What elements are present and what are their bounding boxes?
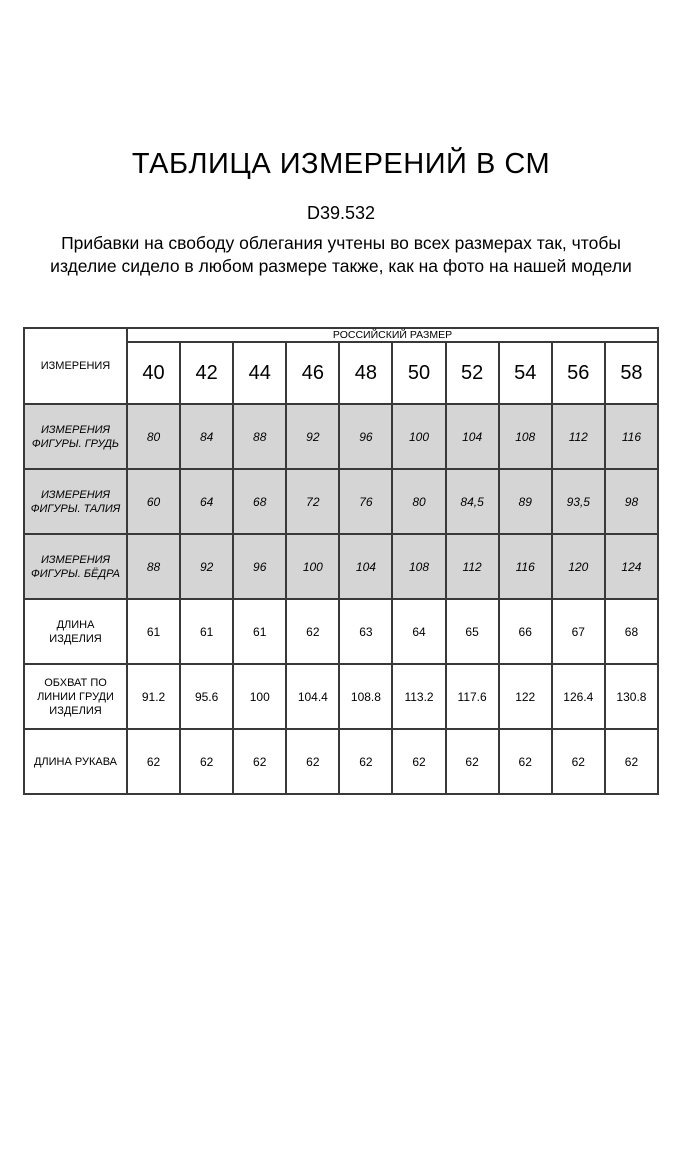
value-cell: 92 [180,534,233,599]
size-column-header: 56 [552,342,605,404]
table-row [24,534,658,599]
value-cell: 67 [552,599,605,664]
value-cell: 80 [127,404,180,469]
row-label: ОБХВАТ ПО ЛИНИИ ГРУДИ ИЗДЕЛИЯ [24,664,127,729]
value-cell: 61 [180,599,233,664]
value-cell: 96 [233,534,286,599]
row-label: ИЗМЕРЕНИЯ ФИГУРЫ. БЁДРА [24,534,127,599]
value-cell: 88 [233,404,286,469]
value-cell: 100 [392,404,445,469]
value-cell: 80 [392,469,445,534]
value-cell: 100 [286,534,339,599]
size-chart-page [0,146,682,1170]
value-cell: 96 [339,404,392,469]
value-cell: 66 [499,599,552,664]
value-cell: 62 [552,729,605,794]
size-column-header: 48 [339,342,392,404]
value-cell: 108 [392,534,445,599]
value-cell: 116 [499,534,552,599]
article-code: D39.532 [306,203,376,223]
table-row [24,404,658,469]
row-label: ДЛИНА ИЗДЕЛИЯ [24,599,127,664]
table-row [24,469,658,534]
size-column-header: 52 [446,342,499,404]
value-cell: 117.6 [446,664,499,729]
size-column-header: 58 [605,342,658,404]
value-cell: 62 [446,729,499,794]
value-cell: 92 [286,404,339,469]
size-column-header: 54 [499,342,552,404]
value-cell: 65 [446,599,499,664]
size-column-header: 42 [180,342,233,404]
value-cell: 95.6 [180,664,233,729]
value-cell: 104.4 [286,664,339,729]
value-cell: 88 [127,534,180,599]
value-cell: 62 [339,729,392,794]
value-cell: 112 [446,534,499,599]
value-cell: 63 [339,599,392,664]
value-cell: 84,5 [446,469,499,534]
page-title: ТАБЛИЦА ИЗМЕРЕНИЙ В СМ [131,148,551,180]
value-cell: 62 [392,729,445,794]
size-column-header: 40 [127,342,180,404]
value-cell: 116 [605,404,658,469]
value-cell: 61 [127,599,180,664]
value-cell: 124 [605,534,658,599]
measurements-table [23,327,659,795]
measurements-column-header: ИЗМЕРЕНИЯ [24,328,127,404]
value-cell: 120 [552,534,605,599]
row-label: ДЛИНА РУКАВА [24,729,127,794]
value-cell: 108 [499,404,552,469]
table-row [24,729,658,794]
value-cell: 112 [552,404,605,469]
table-row [24,664,658,729]
value-cell: 104 [339,534,392,599]
value-cell: 62 [286,729,339,794]
value-cell: 62 [233,729,286,794]
value-cell: 126.4 [552,664,605,729]
value-cell: 62 [499,729,552,794]
value-cell: 62 [180,729,233,794]
value-cell: 76 [339,469,392,534]
value-cell: 64 [180,469,233,534]
table-row [24,599,658,664]
value-cell: 91.2 [127,664,180,729]
value-cell: 64 [392,599,445,664]
size-column-header: 46 [286,342,339,404]
size-column-header: 44 [233,342,286,404]
value-cell: 72 [286,469,339,534]
value-cell: 62 [127,729,180,794]
value-cell: 98 [605,469,658,534]
value-cell: 93,5 [552,469,605,534]
row-label: ИЗМЕРЕНИЯ ФИГУРЫ. ГРУДЬ [24,404,127,469]
value-cell: 68 [605,599,658,664]
value-cell: 130.8 [605,664,658,729]
size-column-header: 50 [392,342,445,404]
value-cell: 89 [499,469,552,534]
value-cell: 84 [180,404,233,469]
value-cell: 60 [127,469,180,534]
row-label: ИЗМЕРЕНИЯ ФИГУРЫ. ТАЛИЯ [24,469,127,534]
value-cell: 113.2 [392,664,445,729]
value-cell: 100 [233,664,286,729]
value-cell: 61 [233,599,286,664]
size-group-row [24,328,658,342]
value-cell: 104 [446,404,499,469]
value-cell: 62 [286,599,339,664]
value-cell: 68 [233,469,286,534]
fit-description: Прибавки на свободу облегания учтены во всех размерах так, чтобы изделие сидело в любом размере также, как на фото на нашей модели [50,233,632,276]
value-cell: 122 [499,664,552,729]
russian-size-header: РОССИЙСКИЙ РАЗМЕР [127,328,658,342]
value-cell: 62 [605,729,658,794]
value-cell: 108.8 [339,664,392,729]
